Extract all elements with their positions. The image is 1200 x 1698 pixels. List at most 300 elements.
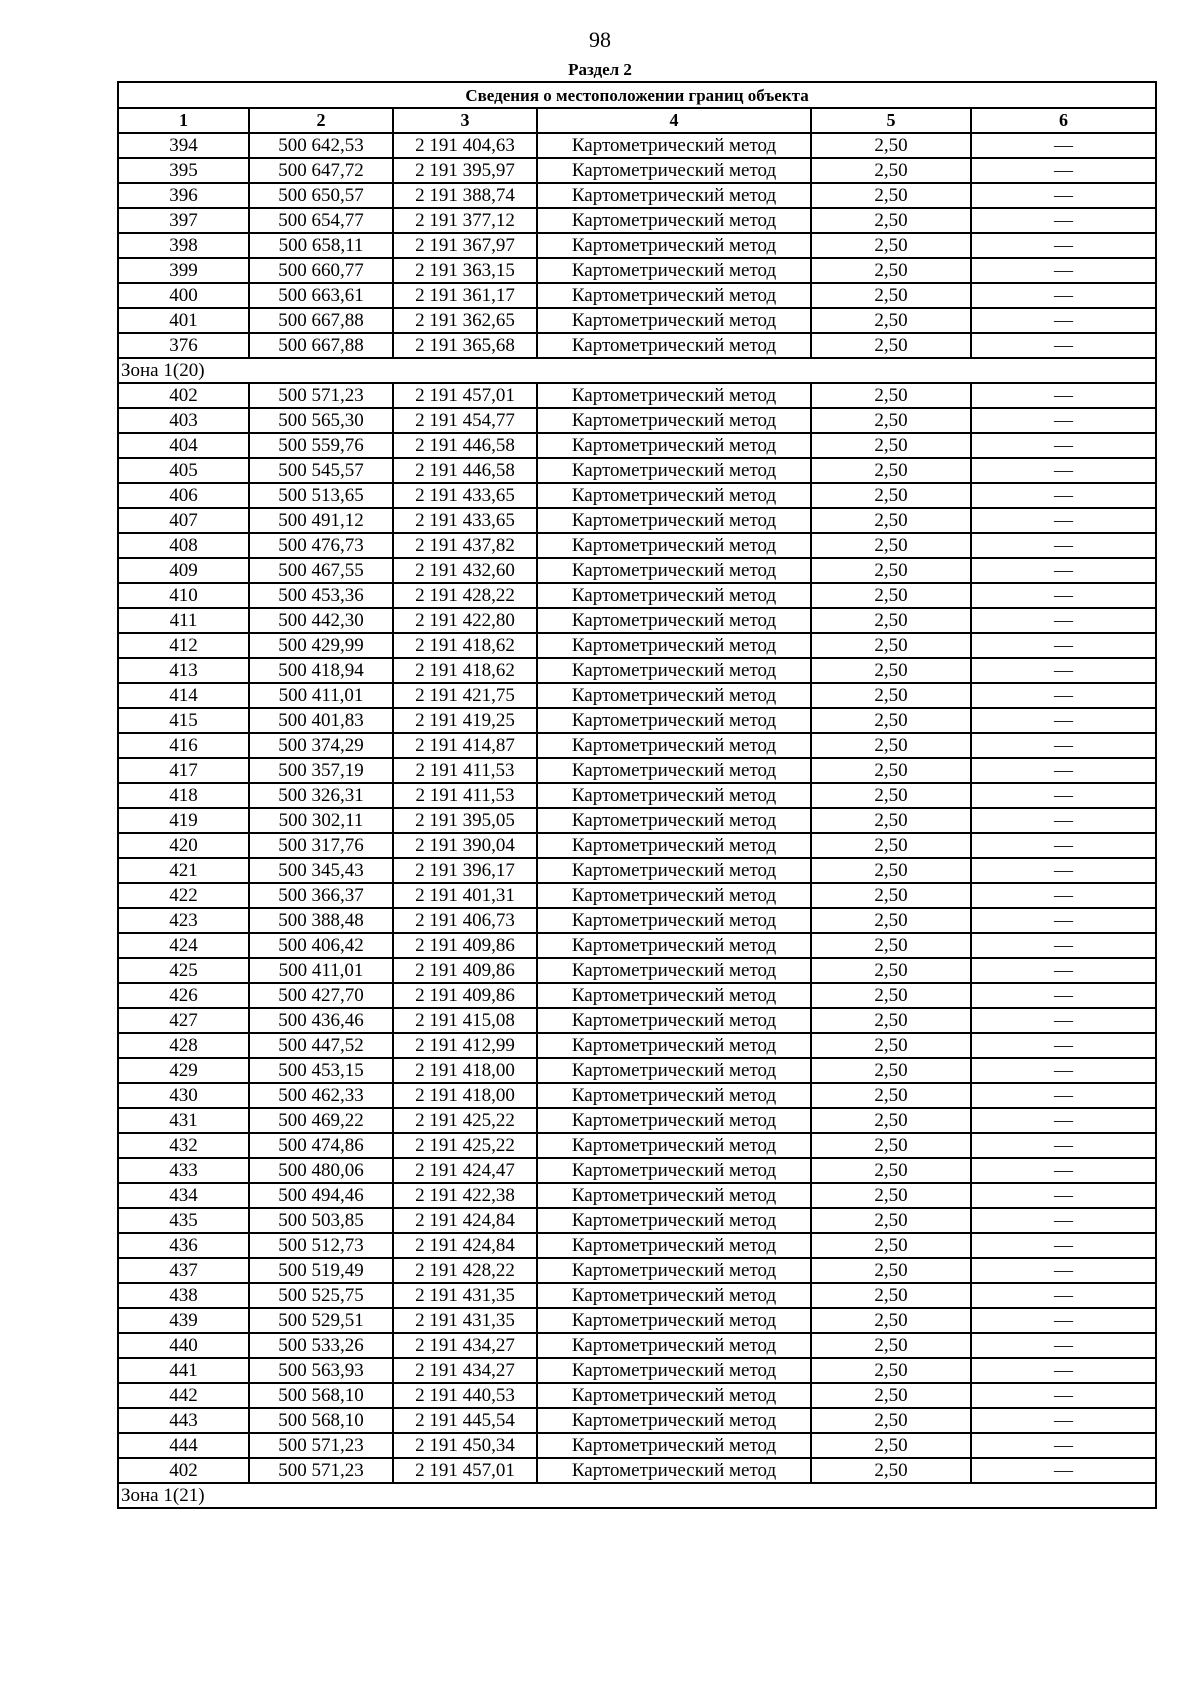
note-cell: — — [971, 1358, 1156, 1383]
accuracy-cell: 2,50 — [811, 933, 971, 958]
note-cell: — — [971, 283, 1156, 308]
method-cell: Картометрический метод — [537, 708, 811, 733]
method-cell: Картометрический метод — [537, 658, 811, 683]
y-coordinate-cell: 2 191 414,87 — [393, 733, 537, 758]
note-cell: — — [971, 1183, 1156, 1208]
accuracy-cell: 2,50 — [811, 433, 971, 458]
x-coordinate-cell: 500 401,83 — [249, 708, 393, 733]
accuracy-cell: 2,50 — [811, 1183, 971, 1208]
y-coordinate-cell: 2 191 395,05 — [393, 808, 537, 833]
note-cell: — — [971, 1308, 1156, 1333]
x-coordinate-cell: 500 469,22 — [249, 1108, 393, 1133]
point-number-cell: 432 — [118, 1133, 249, 1158]
point-number-cell: 414 — [118, 683, 249, 708]
x-coordinate-cell: 500 418,94 — [249, 658, 393, 683]
point-number-cell: 404 — [118, 433, 249, 458]
accuracy-cell: 2,50 — [811, 658, 971, 683]
accuracy-cell: 2,50 — [811, 1008, 971, 1033]
x-coordinate-cell: 500 494,46 — [249, 1183, 393, 1208]
table-row — [118, 333, 1156, 358]
method-cell: Картометрический метод — [537, 758, 811, 783]
x-coordinate-cell: 500 667,88 — [249, 333, 393, 358]
method-cell: Картометрический метод — [537, 583, 811, 608]
accuracy-cell: 2,50 — [811, 458, 971, 483]
x-coordinate-cell: 500 326,31 — [249, 783, 393, 808]
point-number-cell: 425 — [118, 958, 249, 983]
y-coordinate-cell: 2 191 431,35 — [393, 1283, 537, 1308]
column-header: 3 — [393, 108, 537, 133]
point-number-cell: 415 — [118, 708, 249, 733]
accuracy-cell: 2,50 — [811, 1233, 971, 1258]
y-coordinate-cell: 2 191 437,82 — [393, 533, 537, 558]
method-cell: Картометрический метод — [537, 1208, 811, 1233]
note-cell: — — [971, 858, 1156, 883]
x-coordinate-cell: 500 647,72 — [249, 158, 393, 183]
method-cell: Картометрический метод — [537, 433, 811, 458]
x-coordinate-cell: 500 476,73 — [249, 533, 393, 558]
table-row — [118, 733, 1156, 758]
column-header: 5 — [811, 108, 971, 133]
x-coordinate-cell: 500 571,23 — [249, 1433, 393, 1458]
note-cell: — — [971, 1158, 1156, 1183]
table-row — [118, 408, 1156, 433]
method-cell: Картометрический метод — [537, 1258, 811, 1283]
note-cell: — — [971, 1208, 1156, 1233]
method-cell: Картометрический метод — [537, 408, 811, 433]
point-number-cell: 421 — [118, 858, 249, 883]
accuracy-cell: 2,50 — [811, 883, 971, 908]
point-number-cell: 428 — [118, 1033, 249, 1058]
accuracy-cell: 2,50 — [811, 1158, 971, 1183]
zone-label: Зона 1(21) — [118, 1483, 1156, 1508]
y-coordinate-cell: 2 191 365,68 — [393, 333, 537, 358]
x-coordinate-cell: 500 571,23 — [249, 1458, 393, 1483]
table-row — [118, 208, 1156, 233]
x-coordinate-cell: 500 406,42 — [249, 933, 393, 958]
table-row — [118, 633, 1156, 658]
note-cell: — — [971, 508, 1156, 533]
method-cell: Картометрический метод — [537, 333, 811, 358]
table-row — [118, 183, 1156, 208]
method-cell: Картометрический метод — [537, 983, 811, 1008]
x-coordinate-cell: 500 357,19 — [249, 758, 393, 783]
y-coordinate-cell: 2 191 395,97 — [393, 158, 537, 183]
method-cell: Картометрический метод — [537, 1233, 811, 1258]
accuracy-cell: 2,50 — [811, 1308, 971, 1333]
accuracy-cell: 2,50 — [811, 408, 971, 433]
method-cell: Картометрический метод — [537, 958, 811, 983]
method-cell: Картометрический метод — [537, 458, 811, 483]
y-coordinate-cell: 2 191 418,00 — [393, 1058, 537, 1083]
point-number-cell: 440 — [118, 1333, 249, 1358]
point-number-cell: 442 — [118, 1383, 249, 1408]
method-cell: Картометрический метод — [537, 1433, 811, 1458]
section-title: Раздел 2 — [568, 60, 632, 79]
point-number-cell: 426 — [118, 983, 249, 1008]
x-coordinate-cell: 500 427,70 — [249, 983, 393, 1008]
x-coordinate-cell: 500 503,85 — [249, 1208, 393, 1233]
table-row — [118, 433, 1156, 458]
point-number-cell: 444 — [118, 1433, 249, 1458]
point-number-cell: 402 — [118, 1458, 249, 1483]
y-coordinate-cell: 2 191 433,65 — [393, 508, 537, 533]
method-cell: Картометрический метод — [537, 308, 811, 333]
y-coordinate-cell: 2 191 428,22 — [393, 1258, 537, 1283]
note-cell: — — [971, 1458, 1156, 1483]
y-coordinate-cell: 2 191 434,27 — [393, 1333, 537, 1358]
table-row — [118, 1208, 1156, 1233]
method-cell: Картометрический метод — [537, 258, 811, 283]
method-cell: Картометрический метод — [537, 508, 811, 533]
table-row — [118, 383, 1156, 408]
accuracy-cell: 2,50 — [811, 1083, 971, 1108]
accuracy-cell: 2,50 — [811, 958, 971, 983]
x-coordinate-cell: 500 491,12 — [249, 508, 393, 533]
point-number-cell: 434 — [118, 1183, 249, 1208]
note-cell: — — [971, 908, 1156, 933]
zone-row — [118, 358, 1156, 383]
method-cell: Картометрический метод — [537, 1108, 811, 1133]
y-coordinate-cell: 2 191 457,01 — [393, 1458, 537, 1483]
column-header: 2 — [249, 108, 393, 133]
note-cell: — — [971, 583, 1156, 608]
method-cell: Картометрический метод — [537, 483, 811, 508]
accuracy-cell: 2,50 — [811, 1208, 971, 1233]
accuracy-cell: 2,50 — [811, 708, 971, 733]
method-cell: Картометрический метод — [537, 808, 811, 833]
y-coordinate-cell: 2 191 440,53 — [393, 1383, 537, 1408]
table-row — [118, 1408, 1156, 1433]
note-cell: — — [971, 1408, 1156, 1433]
table-row — [118, 583, 1156, 608]
table-row — [118, 133, 1156, 158]
table-row — [118, 858, 1156, 883]
y-coordinate-cell: 2 191 367,97 — [393, 233, 537, 258]
zone-row — [118, 1483, 1156, 1508]
note-cell: — — [971, 408, 1156, 433]
note-cell: — — [971, 458, 1156, 483]
table-caption-row — [118, 82, 1156, 108]
accuracy-cell: 2,50 — [811, 758, 971, 783]
x-coordinate-cell: 500 462,33 — [249, 1083, 393, 1108]
note-cell: — — [971, 683, 1156, 708]
note-cell: — — [971, 233, 1156, 258]
accuracy-cell: 2,50 — [811, 1458, 971, 1483]
x-coordinate-cell: 500 474,86 — [249, 1133, 393, 1158]
x-coordinate-cell: 500 467,55 — [249, 558, 393, 583]
note-cell: — — [971, 808, 1156, 833]
x-coordinate-cell: 500 663,61 — [249, 283, 393, 308]
point-number-cell: 408 — [118, 533, 249, 558]
accuracy-cell: 2,50 — [811, 533, 971, 558]
table-row — [118, 283, 1156, 308]
accuracy-cell: 2,50 — [811, 133, 971, 158]
point-number-cell: 427 — [118, 1008, 249, 1033]
y-coordinate-cell: 2 191 362,65 — [393, 308, 537, 333]
x-coordinate-cell: 500 545,57 — [249, 458, 393, 483]
point-number-cell: 402 — [118, 383, 249, 408]
x-coordinate-cell: 500 519,49 — [249, 1258, 393, 1283]
y-coordinate-cell: 2 191 431,35 — [393, 1308, 537, 1333]
table-row — [118, 1358, 1156, 1383]
table-row — [118, 608, 1156, 633]
note-cell: — — [971, 133, 1156, 158]
note-cell: — — [971, 1333, 1156, 1358]
table-row — [118, 808, 1156, 833]
accuracy-cell: 2,50 — [811, 1133, 971, 1158]
method-cell: Картометрический метод — [537, 933, 811, 958]
table-row — [118, 533, 1156, 558]
method-cell: Картометрический метод — [537, 283, 811, 308]
table-row — [118, 1283, 1156, 1308]
table-row — [118, 833, 1156, 858]
x-coordinate-cell: 500 411,01 — [249, 683, 393, 708]
x-coordinate-cell: 500 563,93 — [249, 1358, 393, 1383]
note-cell: — — [971, 1383, 1156, 1408]
x-coordinate-cell: 500 650,57 — [249, 183, 393, 208]
accuracy-cell: 2,50 — [811, 558, 971, 583]
zone-label: Зона 1(20) — [118, 358, 1156, 383]
accuracy-cell: 2,50 — [811, 833, 971, 858]
boundary-coordinates-table — [117, 81, 1157, 1509]
point-number-cell: 422 — [118, 883, 249, 908]
table-row — [118, 1183, 1156, 1208]
note-cell: — — [971, 983, 1156, 1008]
method-cell: Картометрический метод — [537, 183, 811, 208]
table-row — [118, 1008, 1156, 1033]
x-coordinate-cell: 500 513,65 — [249, 483, 393, 508]
accuracy-cell: 2,50 — [811, 858, 971, 883]
method-cell: Картометрический метод — [537, 858, 811, 883]
y-coordinate-cell: 2 191 433,65 — [393, 483, 537, 508]
note-cell: — — [971, 483, 1156, 508]
accuracy-cell: 2,50 — [811, 633, 971, 658]
note-cell: — — [971, 333, 1156, 358]
accuracy-cell: 2,50 — [811, 908, 971, 933]
x-coordinate-cell: 500 429,99 — [249, 633, 393, 658]
accuracy-cell: 2,50 — [811, 733, 971, 758]
point-number-cell: 416 — [118, 733, 249, 758]
table-row — [118, 1383, 1156, 1408]
table-row — [118, 1133, 1156, 1158]
table-row — [118, 658, 1156, 683]
x-coordinate-cell: 500 374,29 — [249, 733, 393, 758]
note-cell: — — [971, 158, 1156, 183]
point-number-cell: 443 — [118, 1408, 249, 1433]
y-coordinate-cell: 2 191 425,22 — [393, 1108, 537, 1133]
accuracy-cell: 2,50 — [811, 983, 971, 1008]
method-cell: Картометрический метод — [537, 633, 811, 658]
point-number-cell: 423 — [118, 908, 249, 933]
accuracy-cell: 2,50 — [811, 583, 971, 608]
x-coordinate-cell: 500 642,53 — [249, 133, 393, 158]
method-cell: Картометрический метод — [537, 133, 811, 158]
point-number-cell: 400 — [118, 283, 249, 308]
method-cell: Картометрический метод — [537, 1283, 811, 1308]
table-row — [118, 1058, 1156, 1083]
table-row — [118, 983, 1156, 1008]
y-coordinate-cell: 2 191 418,00 — [393, 1083, 537, 1108]
method-cell: Картометрический метод — [537, 1133, 811, 1158]
page-number: 98 — [589, 27, 611, 52]
point-number-cell: 405 — [118, 458, 249, 483]
method-cell: Картометрический метод — [537, 533, 811, 558]
table-row — [118, 683, 1156, 708]
table-row — [118, 483, 1156, 508]
table-row — [118, 708, 1156, 733]
point-number-cell: 431 — [118, 1108, 249, 1133]
point-number-cell: 430 — [118, 1083, 249, 1108]
y-coordinate-cell: 2 191 418,62 — [393, 633, 537, 658]
table-row — [118, 1458, 1156, 1483]
table-row — [118, 958, 1156, 983]
accuracy-cell: 2,50 — [811, 1283, 971, 1308]
method-cell: Картометрический метод — [537, 1408, 811, 1433]
method-cell: Картометрический метод — [537, 1183, 811, 1208]
y-coordinate-cell: 2 191 409,86 — [393, 958, 537, 983]
note-cell: — — [971, 833, 1156, 858]
y-coordinate-cell: 2 191 361,17 — [393, 283, 537, 308]
point-number-cell: 420 — [118, 833, 249, 858]
accuracy-cell: 2,50 — [811, 1258, 971, 1283]
table-row — [118, 783, 1156, 808]
method-cell: Картометрический метод — [537, 608, 811, 633]
method-cell: Картометрический метод — [537, 383, 811, 408]
accuracy-cell: 2,50 — [811, 1358, 971, 1383]
x-coordinate-cell: 500 565,30 — [249, 408, 393, 433]
table-row — [118, 308, 1156, 333]
x-coordinate-cell: 500 568,10 — [249, 1383, 393, 1408]
x-coordinate-cell: 500 533,26 — [249, 1333, 393, 1358]
y-coordinate-cell: 2 191 428,22 — [393, 583, 537, 608]
table-row — [118, 1233, 1156, 1258]
point-number-cell: 411 — [118, 608, 249, 633]
table-row — [118, 883, 1156, 908]
note-cell: — — [971, 308, 1156, 333]
x-coordinate-cell: 500 411,01 — [249, 958, 393, 983]
note-cell: — — [971, 608, 1156, 633]
x-coordinate-cell: 500 447,52 — [249, 1033, 393, 1058]
x-coordinate-cell: 500 366,37 — [249, 883, 393, 908]
method-cell: Картометрический метод — [537, 1058, 811, 1083]
table-caption: Сведения о местоположении границ объекта — [118, 82, 1156, 108]
method-cell: Картометрический метод — [537, 1308, 811, 1333]
point-number-cell: 441 — [118, 1358, 249, 1383]
method-cell: Картометрический метод — [537, 1158, 811, 1183]
y-coordinate-cell: 2 191 432,60 — [393, 558, 537, 583]
table-row — [118, 1258, 1156, 1283]
accuracy-cell: 2,50 — [811, 233, 971, 258]
point-number-cell: 409 — [118, 558, 249, 583]
accuracy-cell: 2,50 — [811, 283, 971, 308]
point-number-cell: 424 — [118, 933, 249, 958]
y-coordinate-cell: 2 191 412,99 — [393, 1033, 537, 1058]
x-coordinate-cell: 500 480,06 — [249, 1158, 393, 1183]
note-cell: — — [971, 433, 1156, 458]
x-coordinate-cell: 500 667,88 — [249, 308, 393, 333]
x-coordinate-cell: 500 654,77 — [249, 208, 393, 233]
accuracy-cell: 2,50 — [811, 1383, 971, 1408]
note-cell: — — [971, 708, 1156, 733]
point-number-cell: 433 — [118, 1158, 249, 1183]
method-cell: Картометрический метод — [537, 1383, 811, 1408]
table-row — [118, 908, 1156, 933]
y-coordinate-cell: 2 191 363,15 — [393, 258, 537, 283]
note-cell: — — [971, 258, 1156, 283]
column-header-row — [118, 108, 1156, 133]
table-row — [118, 933, 1156, 958]
y-coordinate-cell: 2 191 419,25 — [393, 708, 537, 733]
accuracy-cell: 2,50 — [811, 308, 971, 333]
accuracy-cell: 2,50 — [811, 483, 971, 508]
method-cell: Картометрический метод — [537, 1358, 811, 1383]
x-coordinate-cell: 500 436,46 — [249, 1008, 393, 1033]
point-number-cell: 394 — [118, 133, 249, 158]
x-coordinate-cell: 500 317,76 — [249, 833, 393, 858]
method-cell: Картометрический метод — [537, 733, 811, 758]
accuracy-cell: 2,50 — [811, 1033, 971, 1058]
note-cell: — — [971, 1058, 1156, 1083]
y-coordinate-cell: 2 191 411,53 — [393, 783, 537, 808]
note-cell: — — [971, 1008, 1156, 1033]
accuracy-cell: 2,50 — [811, 383, 971, 408]
y-coordinate-cell: 2 191 388,74 — [393, 183, 537, 208]
point-number-cell: 413 — [118, 658, 249, 683]
x-coordinate-cell: 500 568,10 — [249, 1408, 393, 1433]
x-coordinate-cell: 500 525,75 — [249, 1283, 393, 1308]
x-coordinate-cell: 500 571,23 — [249, 383, 393, 408]
y-coordinate-cell: 2 191 421,75 — [393, 683, 537, 708]
method-cell: Картометрический метод — [537, 1458, 811, 1483]
point-number-cell: 436 — [118, 1233, 249, 1258]
note-cell: — — [971, 1433, 1156, 1458]
y-coordinate-cell: 2 191 404,63 — [393, 133, 537, 158]
y-coordinate-cell: 2 191 424,47 — [393, 1158, 537, 1183]
point-number-cell: 418 — [118, 783, 249, 808]
accuracy-cell: 2,50 — [811, 158, 971, 183]
point-number-cell: 437 — [118, 1258, 249, 1283]
note-cell: — — [971, 383, 1156, 408]
table-row — [118, 233, 1156, 258]
column-header: 6 — [971, 108, 1156, 133]
y-coordinate-cell: 2 191 377,12 — [393, 208, 537, 233]
y-coordinate-cell: 2 191 422,38 — [393, 1183, 537, 1208]
point-number-cell: 401 — [118, 308, 249, 333]
x-coordinate-cell: 500 388,48 — [249, 908, 393, 933]
note-cell: — — [971, 933, 1156, 958]
note-cell: — — [971, 883, 1156, 908]
table-row — [118, 158, 1156, 183]
y-coordinate-cell: 2 191 415,08 — [393, 1008, 537, 1033]
note-cell: — — [971, 533, 1156, 558]
y-coordinate-cell: 2 191 411,53 — [393, 758, 537, 783]
point-number-cell: 438 — [118, 1283, 249, 1308]
note-cell: — — [971, 208, 1156, 233]
accuracy-cell: 2,50 — [811, 258, 971, 283]
y-coordinate-cell: 2 191 424,84 — [393, 1233, 537, 1258]
x-coordinate-cell: 500 345,43 — [249, 858, 393, 883]
x-coordinate-cell: 500 302,11 — [249, 808, 393, 833]
method-cell: Картометрический метод — [537, 558, 811, 583]
method-cell: Картометрический метод — [537, 683, 811, 708]
point-number-cell: 397 — [118, 208, 249, 233]
y-coordinate-cell: 2 191 424,84 — [393, 1208, 537, 1233]
y-coordinate-cell: 2 191 425,22 — [393, 1133, 537, 1158]
note-cell: — — [971, 1133, 1156, 1158]
point-number-cell: 407 — [118, 508, 249, 533]
table-row — [118, 558, 1156, 583]
y-coordinate-cell: 2 191 418,62 — [393, 658, 537, 683]
